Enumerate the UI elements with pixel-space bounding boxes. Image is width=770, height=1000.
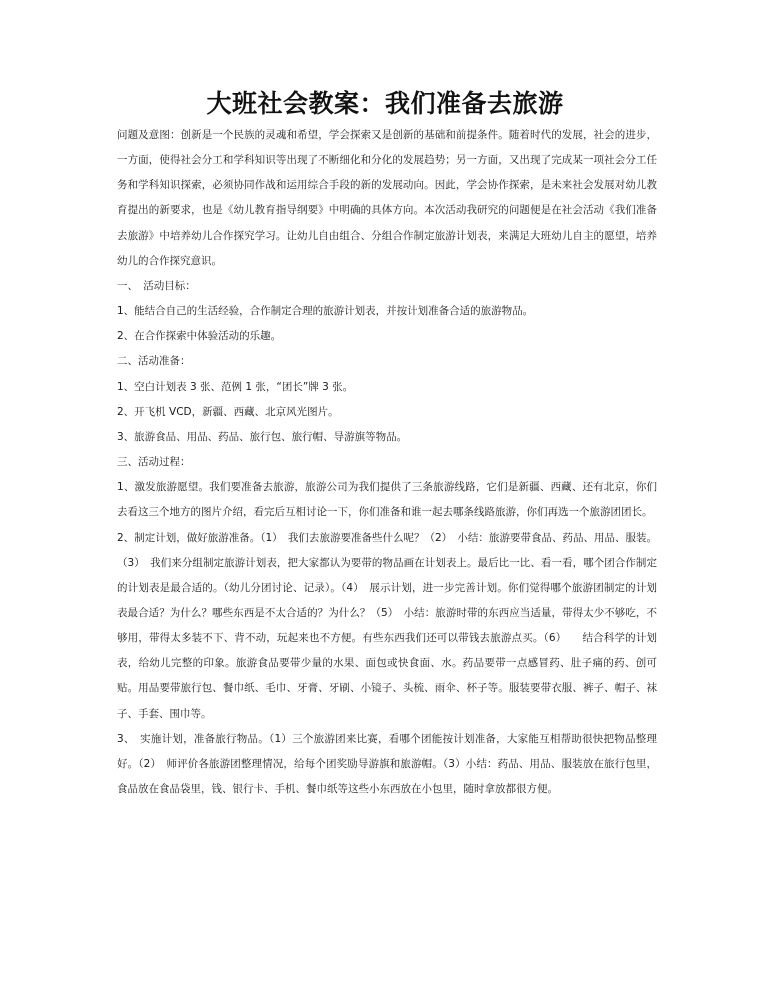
document-body	[117, 123, 657, 802]
paragraph-preparation-3: 3、旅游食品、用品、药品、旅行包、旅行帽、导游旗等物品。	[117, 430, 408, 443]
paragraph-goal-2: 2、在合作探索中体验活动的乐趣。	[117, 330, 282, 343]
section-heading-preparation: 二、活动准备：	[117, 355, 191, 368]
document-title: 大班社会教案：我们准备去旅游	[206, 89, 564, 118]
paragraph-goal-1: 1、能结合自己的生活经验，合作制定合理的旅游计划表，并按计划准备合适的旅游物品。	[117, 305, 534, 318]
section-heading-process: 三、活动过程：	[117, 456, 191, 469]
paragraph-intent: 问题及意图：创新是一个民族的灵魂和希望，学会探索又是创新的基础和前提条件。随着时代的发展，社会的进步，一方面，使得社会分工和学科知识等出现了不断细化和分化的发展趋势；另一方面，又出现了完成某一项社会分工任务和学科知识探索，必须协同作战和运用综合手段的新的发展动向。因此，学会协作探索，是未来社会发展对幼儿教育提出的新要求，也是《幼儿教育指导纲要》中明确的具体方向。本次活动我研究的问题便是在社会活动《我们准备去旅游》中培养幼儿合作探究学习。让幼儿自由组合、分组合作制定旅游计划表，来满足大班幼儿自主的愿望，培养幼儿的合作探究意识。	[117, 129, 657, 267]
paragraph-process-1: 1、激发旅游愿望。我们要准备去旅游，旅游公司为我们提供了三条旅游线路，它们是新疆、西藏、还有北京，你们去看这三个地方的图片介绍，看完后互相讨论一下，你们准备和谁一起去哪条线路旅游，你们再选一个旅游团团长。	[117, 481, 657, 519]
paragraph-process-3: 3、 实施计划，准备旅行物品。（1）三个旅游团来比赛，看哪个团能按计划准备，大家能互相帮助很快把物品整理好。（2） 师评价各旅游团整理情况，给每个团奖励导游旗和旅游帽。（3）小结：药品、用品、服装放在旅行包里，食品放在食品袋里，钱、银行卡、手机、餐巾纸等这些小东西放在小包里，随时拿放都很方便。	[117, 732, 657, 796]
paragraph-process-2: 2、制定计划，做好旅游准备。（1） 我们去旅游要准备些什么呢？（2） 小结：旅游要带食品、药品、用品、服装。（3） 我们来分组制定旅游计划表，把大家都认为要带的物品画在计划表上。最后比一比、看一看，哪个团合作制定的计划表是最合适的。（幼儿分团讨论、记录）。（4） 展示计划，进一步完善计划。你们觉得哪个旅游团制定的计划表最合适？为什么？哪些东西是不太合适的？为什么？（5） 小结：旅游时带的东西应当适量，带得太少不够吃，不够用，带得太多装不下、背不动，玩起来也不方便。有些东西我们还可以带钱去旅游点买。（6） 结合科学的计划表，给幼儿完整的印象。旅游食品要带少量的水果、面包或快食面、水。药品要带一点感冒药、肚子痛的药、创可贴。用品要带旅行包、餐巾纸、毛巾、牙膏、牙刷、小镜子、头梳、雨伞、杯子等。服装要带衣服、裤子、帽子、袜子、手套、围巾等。	[117, 531, 657, 720]
paragraph-preparation-2: 2、开飞机 VCD，新疆、西藏、北京风光图片。	[117, 405, 339, 418]
paragraph-preparation-1: 1、空白计划表 3 张、范例 1 张，“团长”牌 3 张。	[117, 380, 354, 393]
section-heading-goals: 一、 活动目标：	[117, 279, 196, 292]
